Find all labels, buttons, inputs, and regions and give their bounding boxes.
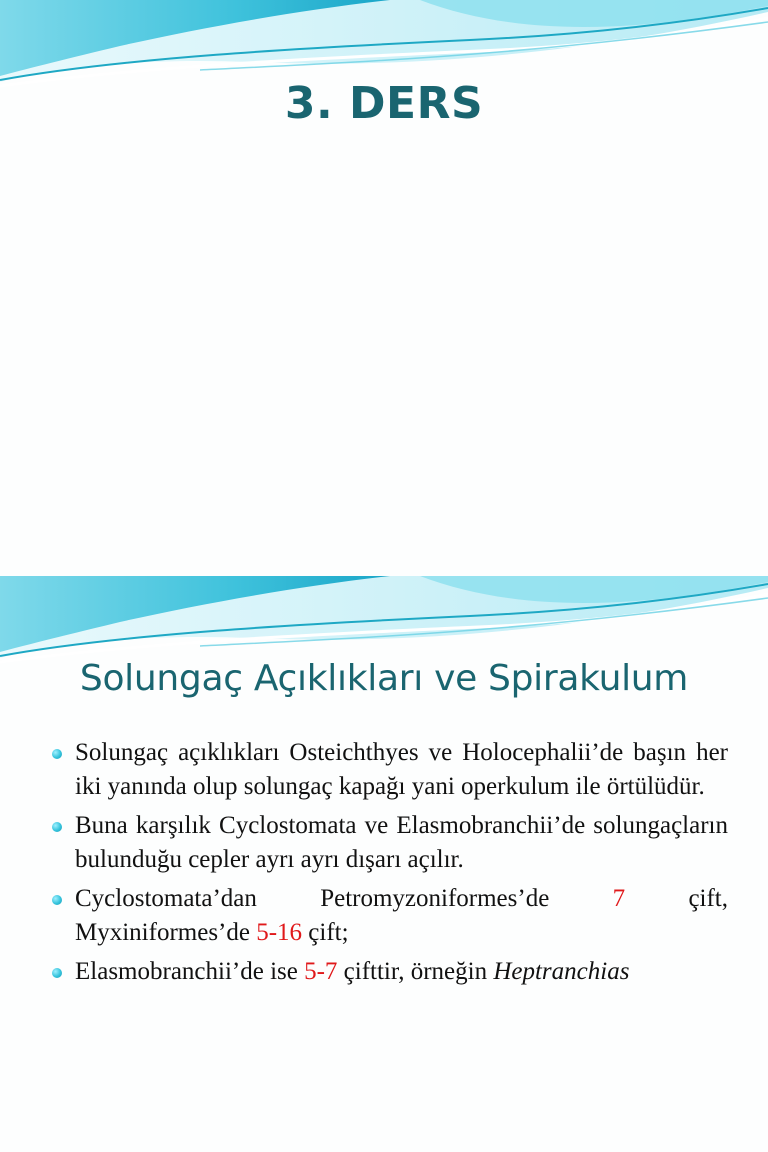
bullet-text: çifttir, örneğin xyxy=(343,958,488,985)
bullet-icon xyxy=(52,895,62,905)
bullet-item xyxy=(52,882,728,950)
highlight-number: 7 xyxy=(612,885,626,912)
slide-title: 3. DERS xyxy=(284,78,484,129)
slide-title: Solungaç Açıklıkları ve Spirakulum xyxy=(79,658,689,699)
bullet-text: Elasmobranchii’de ise xyxy=(75,958,298,985)
bullet-text: çift; xyxy=(308,919,349,946)
bullet-item xyxy=(52,736,728,804)
bullet-text: çift, Myxiniformes’de xyxy=(75,885,729,946)
bullet-icon xyxy=(52,749,62,759)
bullet-text: Solungaç açıklıkları Osteichthyes ve Holocephalii’de başın her iki yanında olup solungaç kapağı yani operkulum ile örtülüdür. xyxy=(75,739,728,800)
highlight-number: 5-16 xyxy=(256,919,303,946)
bullet-icon xyxy=(52,968,62,978)
slide-2 xyxy=(0,576,768,1152)
bullet-text: Buna karşılık Cyclostomata ve Elasmobranchii’de solungaçların bulunduğu cepler ayrı ayrı dışarı açılır. xyxy=(75,812,728,873)
bullet-icon xyxy=(52,822,62,832)
highlight-number: 5-7 xyxy=(304,958,338,985)
bullet-list xyxy=(52,736,728,994)
bullet-text: Cyclostomata’dan Petromyzoniformes’de xyxy=(75,885,550,912)
bullet-item xyxy=(52,809,728,877)
bullet-item xyxy=(52,955,728,989)
species-name: Heptranchias xyxy=(493,958,630,985)
